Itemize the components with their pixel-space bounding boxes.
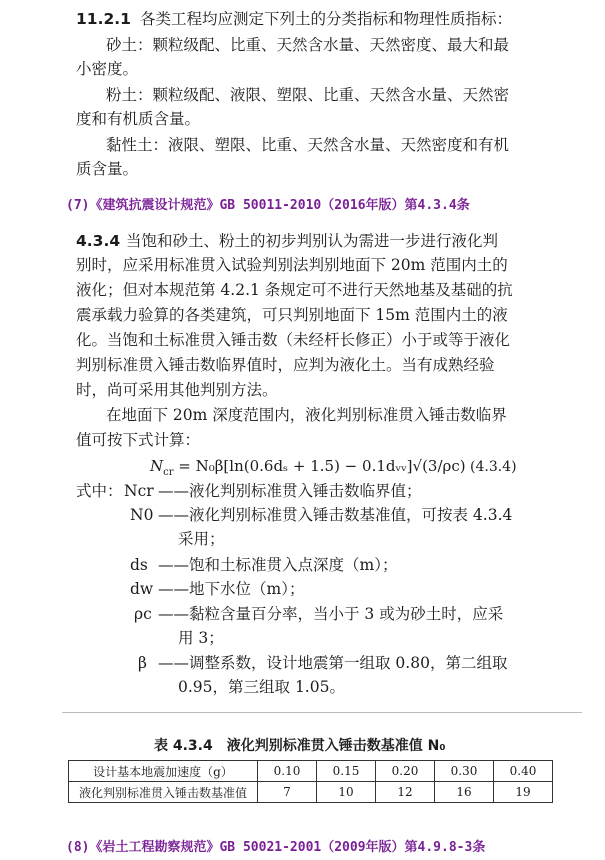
def-text: ——液化判别标准贯入锤击数临界值； [158,482,422,500]
table-cell: 0.20 [376,761,435,782]
text-line: 粉土：颗粒级配、液限、塑限、比重、天然含水量、天然密 [106,86,510,104]
citation-7: (7)《建筑抗震设计规范》GB 50011-2010（2016年版）第4.3.4条 [66,198,470,213]
text-line: 黏性土：液限、塑限、比重、天然含水量、天然密度和有机 [106,136,510,154]
formula: $N_{cr} = N_0\beta[\ln(0.6d_s + 1.5)$ − 0.1dᵥᵥ]√(3/ρc) [150,457,466,478]
table-cell: 0.10 [258,761,317,782]
def-text: ——调整系数，设计地震第一组取 0.80，第二组取 [158,654,508,672]
text-line: 质含量。 [76,160,139,178]
table-row [69,782,553,803]
text-line: 时，尚可采用其他判别方法。 [76,381,278,399]
text-line: 小密度。 [76,60,139,78]
where-label: 式中： [76,482,123,500]
def-symbol: Ncr [124,482,154,500]
table-cell: 0.15 [317,761,376,782]
formula-number: (4.3.4) [470,459,517,475]
text-line: 化。当饱和土标准贯入锤击数（未经杆长修正）小于或等于液化 [76,331,511,349]
def-text: ——黏粒含量百分率，当小于 3 或为砂土时，应采 [158,605,504,623]
text-line: 别时，应采用标准贯入试验判别法判别地面下 20m 范围内土的 [76,256,508,274]
table-4-3-4 [68,760,553,803]
table-cell: 0.40 [494,761,553,782]
table-cell: 16 [435,782,494,803]
table-cell: 12 [376,782,435,803]
table-cell: 7 [258,782,317,803]
table-row [69,761,553,782]
text-line: 震承载力验算的各类建筑，可只判别地面下 15m 范围内土的液 [76,306,508,324]
table-cell: 0.30 [435,761,494,782]
def-text: ——饱和土标准贯入点深度（m）； [158,556,398,574]
table-cell: 10 [317,782,376,803]
def-symbol: dw [130,580,154,598]
def-text: ——液化判别标准贯入锤击数基准值，可按表 4.3.4 [158,506,513,524]
def-symbol: ds [130,556,148,574]
text-line: 判别标准贯入锤击数临界值时，应判为液化土。当有成熟经验 [76,356,495,374]
def-text: ——地下水位（m）； [158,580,305,598]
divider [62,712,582,713]
table-caption: 表 4.3.4 液化判别标准贯入锤击数基准值 N₀ [154,738,446,754]
table-header-cell: 设计基本地震加速度（g） [69,761,258,782]
text-line: 度和有机质含量。 [76,110,201,128]
text-line: 砂土：颗粒级配、比重、天然含水量、天然密度、最大和最 [106,36,510,54]
def-text: 用 3； [178,629,224,647]
table-header-cell: 液化判别标准贯入锤击数基准值 [69,782,258,803]
clause-number: 11.2.1 [76,10,131,28]
text-line: 当饱和砂土、粉土的初步判别认为需进一步进行液化判 [126,232,499,250]
text-line: 各类工程均应测定下列土的分类指标和物理性质指标： [140,10,513,28]
clause-number: 4.3.4 [76,232,121,250]
text-line: 液化；但对本规范第 4.2.1 条规定可不进行天然地基及基础的抗 [76,281,513,299]
text-line: 在地面下 20m 深度范围内，液化判别标准贯入锤击数临界 [106,406,507,424]
def-symbol: N0 [130,506,154,524]
def-symbol: β [138,654,147,672]
def-text: 采用； [178,530,225,548]
citation-8: (8)《岩土工程勘察规范》GB 50021-2001（2009年版）第4.9.8-3条 [66,840,486,855]
def-text: 0.95，第三组取 1.05。 [178,678,345,696]
def-symbol: ρc [134,605,152,623]
table-cell: 19 [494,782,553,803]
text-line: 值可按下式计算： [76,431,201,449]
